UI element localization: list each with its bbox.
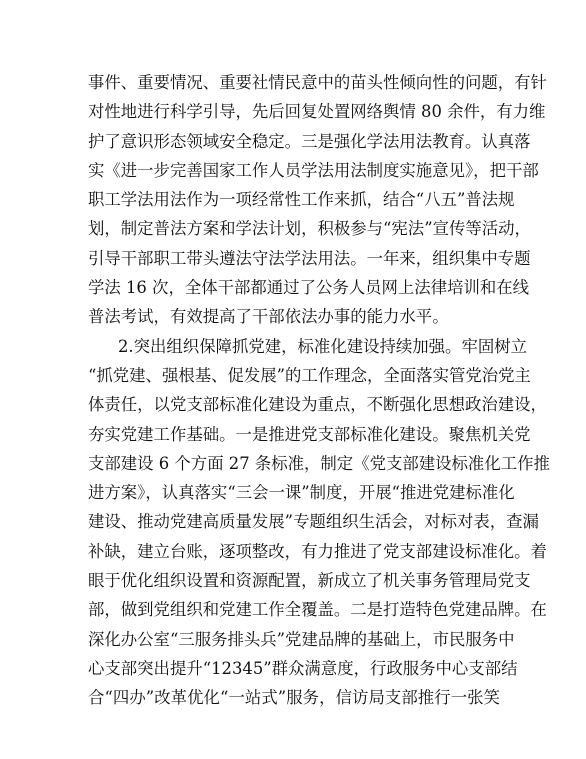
document-body: [88, 68, 550, 713]
text-line: 夯实党建工作基础。一是推进党支部标准化建设。聚焦机关党: [88, 424, 531, 444]
text-line: 眼于优化组织设置和资源配置，新成立了机关事务管理局党支: [88, 571, 531, 591]
text-line: 护了意识形态领域安全稳定。三是强化学法用法教育。认真落: [88, 131, 531, 151]
text-line: 支部建设 6 个方面 27 条标准，制定《党支部建设标准化工作推: [88, 453, 550, 473]
text-line: 引导干部职工带头遵法守法学法用法。一年来，组织集中专题: [88, 248, 531, 268]
text-line: 合“四办”改革优化“一站式”服务，信访局支部推行一张笑: [88, 688, 500, 708]
text-line: 对性地进行科学引导，先后回复处置网络舆情 80 余件，有力维: [88, 102, 546, 122]
text-line: “抓党建、强根基、促发展”的工作理念，全面落实管党治党主: [88, 365, 531, 385]
text-line: 职工学法用法作为一项经常性工作来抓，结合“八五”普法规: [88, 190, 515, 210]
paragraph-end-line: 普法考试，有效提高了干部依法办事的能力水平。: [88, 307, 449, 327]
text-line: 部，做到党组织和党建工作全覆盖。二是打造特色党建品牌。在: [88, 600, 547, 620]
text-line: 实《进一步完善国家工作人员学法用法制度实施意见》，把干部: [88, 160, 539, 180]
text-line: 事件、重要情况、重要社情民意中的苗头性倾向性的问题，有针: [88, 73, 547, 92]
text-line: 体责任，以党支部标准化建设为重点，不断强化思想政治建设，: [88, 395, 547, 415]
text-line: 建设、推动党建高质量发展”专题组织生活会，对标对表，查漏: [88, 512, 539, 532]
text-line: 心支部突出提升“12345”群众满意度，行政服务中心支部结: [88, 658, 518, 678]
text-line: 进方案》，认真落实“三会一课”制度，开展“推进党建标准化: [88, 483, 515, 503]
text-line: 深化办公室“三服务排头兵”党建品牌的基础上，市民服务中: [88, 629, 515, 649]
text-line: 划，制定普法方案和学法计划，积极参与“宪法”宣传等活动，: [88, 219, 531, 239]
section-heading-line: 2.突出组织保障抓党建，标准化建设持续加强。牢固树立: [118, 336, 528, 356]
text-line: 补缺，建立台账，逐项整改，有力推进了党支部建设标准化。着: [88, 541, 547, 561]
text-line: 学法 16 次，全体干部都通过了公务人员网上法律培训和在线: [88, 278, 530, 298]
